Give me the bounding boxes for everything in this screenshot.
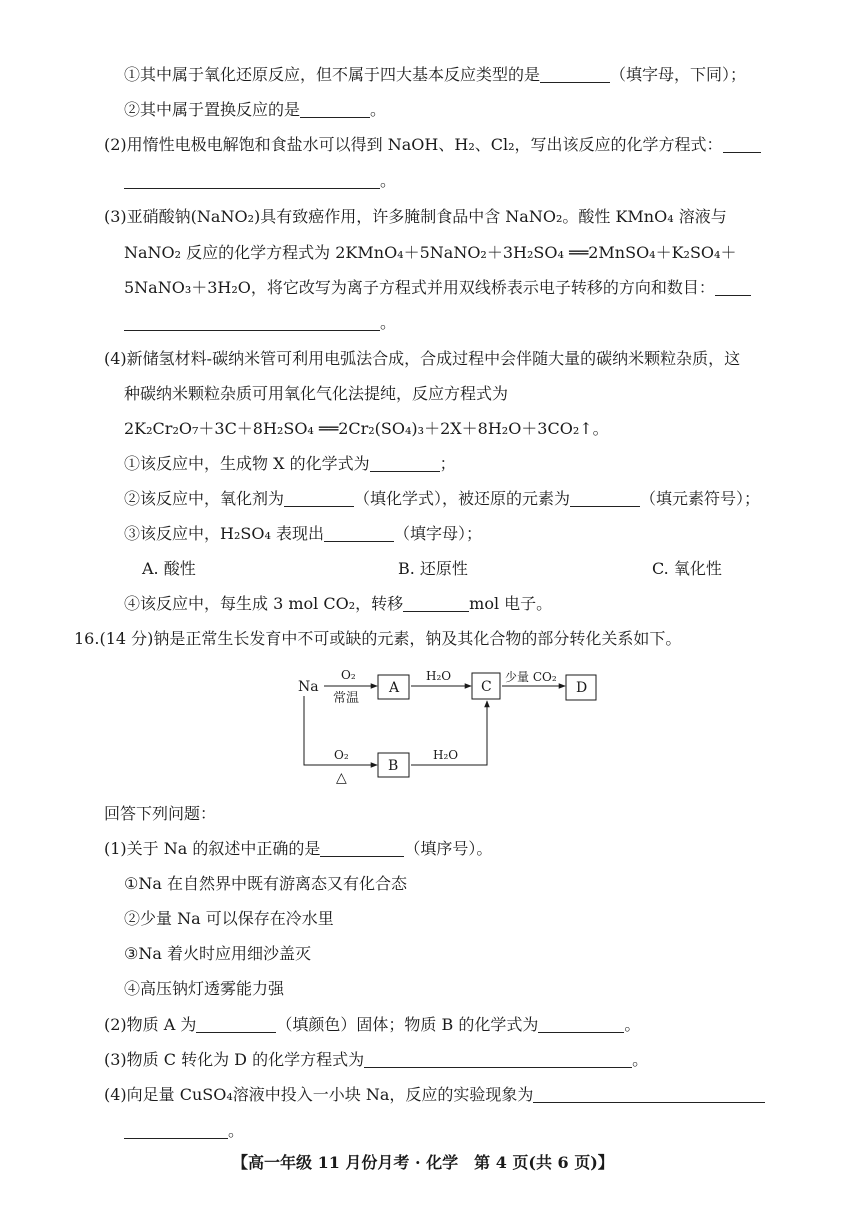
text: 2K₂Cr₂O₇＋3C＋8H₂SO₄ ══2Cr₂(SO₄)₃＋2X＋8H₂O＋3CO₂↑。: [124, 419, 609, 438]
page-footer: 【高一年级 11 月份月考 · 化学 第 4 页(共 6 页)】: [232, 1153, 614, 1172]
text: 。: [624, 1015, 641, 1034]
text: （填颜色）固体；物质 B 的化学式为: [276, 1015, 539, 1034]
text: 回答下列问题：: [104, 804, 217, 823]
text: mol 电子。: [469, 594, 553, 613]
o2-bottom-label: O₂: [334, 748, 349, 762]
answer-blank[interactable]: [538, 1016, 624, 1033]
answer-blank[interactable]: [364, 1051, 632, 1068]
text: 。: [632, 1050, 649, 1069]
option-b: B. 还原性: [398, 559, 468, 578]
text: ②该反应中，氧化剂为: [124, 489, 285, 508]
statement-1: ①Na 在自然界中既有游离态又有化合态: [124, 874, 407, 893]
text: NaNO₂ 反应的化学方程式为 2KMnO₄＋5NaNO₂＋3H₂SO₄ ══2MnSO₄＋K₂SO₄＋: [124, 243, 737, 262]
text: 5NaNO₃＋3H₂O，将它改写为离子方程式并用双线桥表示电子转移的方向和数目：: [124, 278, 715, 297]
answer-blank[interactable]: [533, 1086, 765, 1103]
text: （填元素符号）；: [640, 489, 761, 508]
q16-4-line: [104, 1084, 765, 1106]
text: (4)新储氢材料-碳纳米管可利用电弧法合成，合成过程中会伴随大量的碳纳米颗粒杂质，这: [104, 349, 741, 368]
text: （填字母，下同）；: [610, 65, 747, 84]
o2-top-label: O₂: [341, 668, 356, 682]
answer-blank[interactable]: [124, 1122, 228, 1139]
box-c-label: C: [481, 679, 492, 695]
option-a: A. 酸性: [142, 559, 196, 578]
text: 。: [380, 313, 397, 332]
text: ②其中属于置换反应的是: [124, 100, 301, 119]
box-d-label: D: [576, 680, 588, 696]
text: (4)向足量 CuSO₄溶液中投入一小块 Na，反应的实验现象为: [104, 1085, 534, 1104]
text: (3)亚硝酸钠(NaNO₂)具有致癌作用，许多腌制食品中含 NaNO₂。酸性 KMnO₄ 溶液与: [104, 207, 727, 226]
na-label: Na: [298, 679, 319, 695]
box-a-label: A: [389, 680, 400, 696]
answer-blank[interactable]: [320, 840, 404, 857]
q16-4-continuation: [124, 1120, 244, 1142]
answer-questions-label: [104, 803, 216, 825]
text: 。: [370, 100, 387, 119]
text: （填化学式），被还原的元素为: [354, 489, 571, 508]
text: ①该反应中，生成物 X 的化学式为: [124, 454, 370, 473]
text: ；: [439, 454, 456, 473]
statement-4: ④高压钠灯透雾能力强: [124, 979, 285, 998]
option-c: C. 氧化性: [652, 559, 722, 578]
text: 。: [228, 1121, 245, 1140]
text: ④该反应中，每生成 3 mol CO₂，转移: [124, 594, 404, 613]
statement-2: ②少量 Na 可以保存在冷水里: [124, 909, 334, 928]
answer-blank[interactable]: [196, 1016, 276, 1033]
text: (2)物质 A 为: [104, 1015, 197, 1034]
text: 。: [380, 171, 397, 190]
heat-label: △: [336, 770, 347, 786]
text: ③该反应中，H₂SO₄ 表现出: [124, 524, 324, 543]
text: (1)关于 Na 的叙述中正确的是: [104, 839, 321, 858]
q16-2-line: [104, 1014, 640, 1036]
text: （填序号）。: [404, 839, 493, 858]
text: (3)物质 C 转化为 D 的化学方程式为: [104, 1050, 365, 1069]
text: 16.(14 分)钠是正常生长发育中不可或缺的元素，钠及其化合物的部分转化关系如下。: [74, 629, 682, 648]
text: （填字母）；: [393, 524, 482, 543]
text: (2)用惰性电极电解饱和食盐水可以得到 NaOH、H₂、Cl₂，写出该反应的化学方程式：: [104, 135, 723, 154]
h2o-bottom-label: H₂O: [433, 748, 459, 762]
co2-label: 少量 CO₂: [505, 670, 557, 684]
text: ①其中属于氧化还原反应，但不属于四大基本反应类型的是: [124, 65, 541, 84]
box-b-label: B: [388, 758, 399, 774]
statement-3: ③Na 着火时应用细沙盖灭: [124, 944, 311, 963]
q16-1-line: [104, 838, 492, 860]
h2o-top-label: H₂O: [426, 669, 452, 683]
text: 种碳纳米颗粒杂质可用氧化气化法提纯，反应方程式为: [124, 384, 509, 403]
q16-3-line: [104, 1049, 648, 1071]
room-temp-label: 常温: [333, 691, 360, 706]
